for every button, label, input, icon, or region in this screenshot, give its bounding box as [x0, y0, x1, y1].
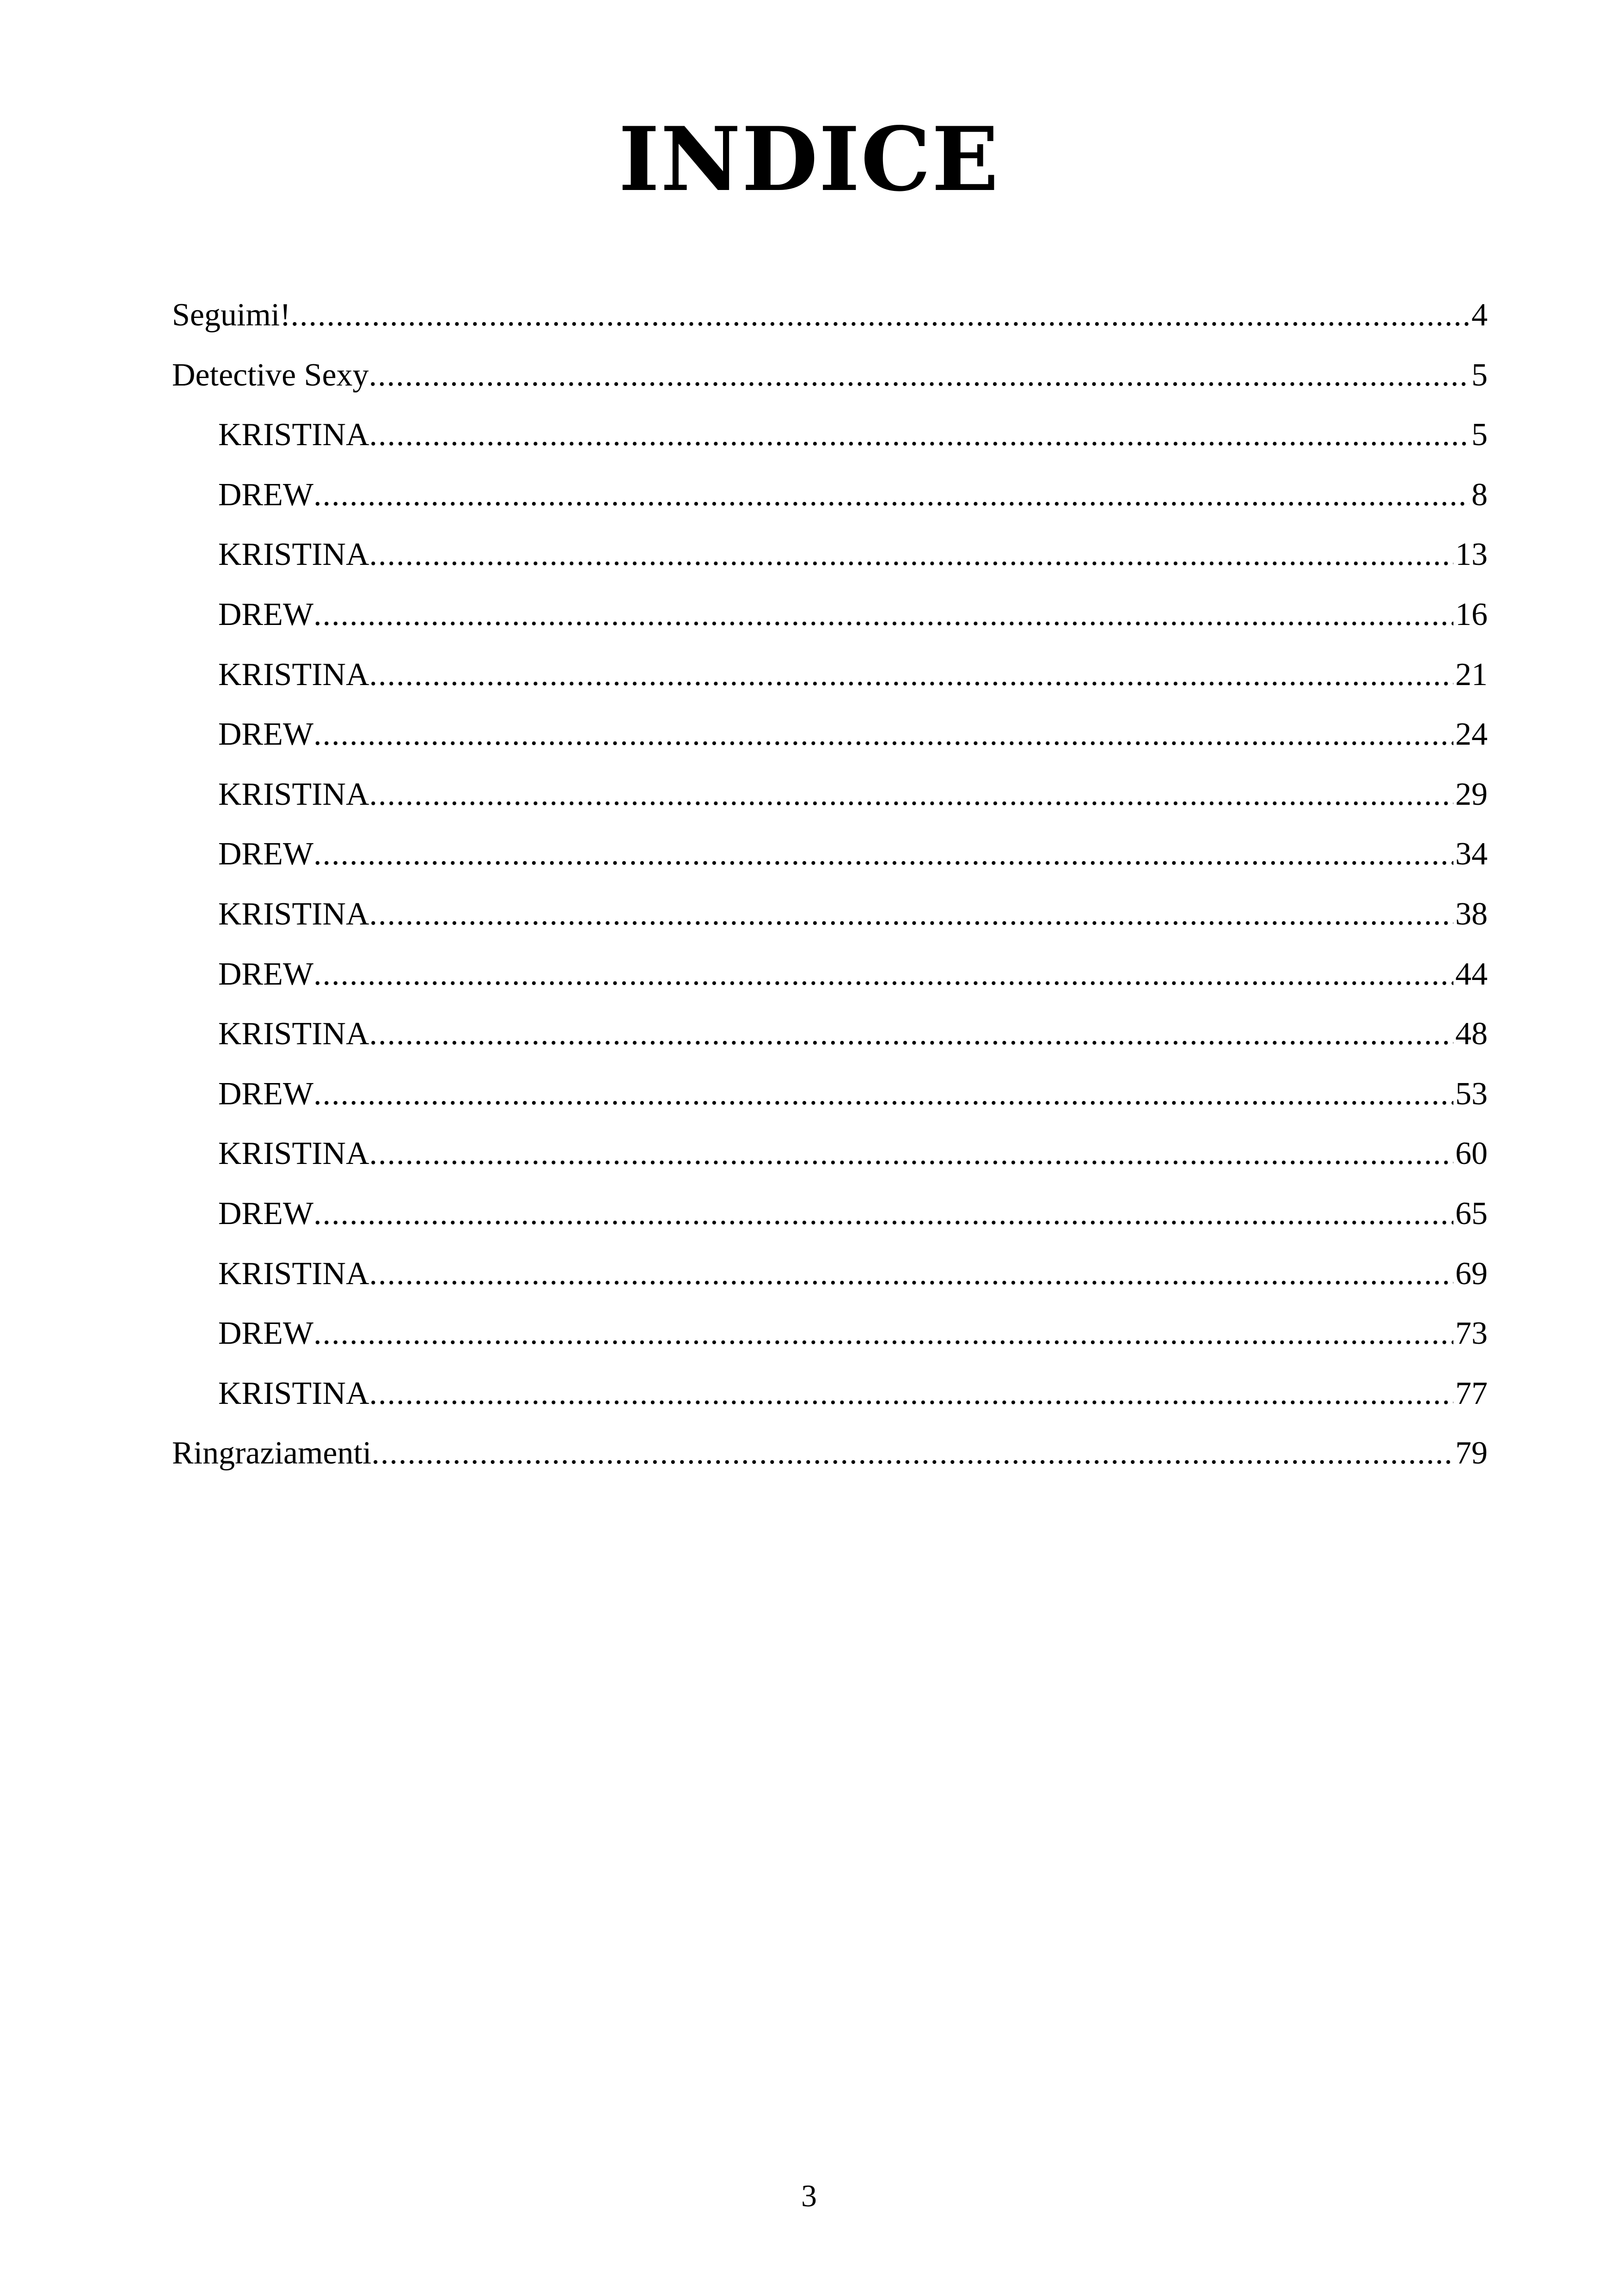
toc-entry[interactable] — [172, 1011, 1488, 1071]
toc-dot-leader — [369, 532, 1453, 578]
toc-entry-label: KRISTINA — [218, 776, 369, 812]
toc-dot-leader — [313, 951, 1453, 998]
toc-entry-label: KRISTINA — [218, 1375, 369, 1411]
toc-dot-leader — [369, 412, 1470, 458]
toc-entry-page: 24 — [1455, 716, 1488, 753]
toc-entry[interactable] — [172, 1071, 1488, 1131]
toc-dot-leader — [369, 771, 1453, 818]
toc-dot-leader — [372, 1430, 1453, 1476]
toc-entry[interactable] — [172, 532, 1488, 592]
toc-dot-leader — [291, 292, 1470, 338]
toc-entry[interactable] — [172, 1310, 1488, 1371]
toc-entry[interactable] — [172, 1191, 1488, 1251]
toc-entry[interactable] — [172, 652, 1488, 712]
toc-entry-label: Detective Sexy — [172, 357, 369, 393]
toc-entry[interactable] — [172, 711, 1488, 771]
page-number: 3 — [801, 2178, 817, 2213]
toc-entry-label: KRISTINA — [218, 537, 369, 573]
toc-dot-leader — [313, 711, 1453, 758]
toc-entry-page: 69 — [1455, 1255, 1488, 1292]
toc-entry-label: DREW — [218, 1316, 314, 1352]
table-of-contents — [172, 292, 1488, 1490]
toc-entry-label: KRISTINA — [218, 1016, 369, 1052]
toc-entry-label: DREW — [218, 836, 314, 872]
toc-entry-label: DREW — [218, 956, 314, 992]
toc-entry-page: 5 — [1471, 357, 1488, 393]
toc-entry-page: 65 — [1455, 1195, 1488, 1231]
toc-dot-leader — [369, 891, 1453, 937]
toc-entry-page: 77 — [1455, 1375, 1488, 1411]
toc-entry[interactable] — [172, 352, 1488, 412]
toc-entry[interactable] — [172, 771, 1488, 832]
toc-dot-leader — [369, 1371, 1453, 1417]
toc-dot-leader — [369, 652, 1453, 698]
toc-entry-page: 13 — [1455, 537, 1488, 573]
toc-entry[interactable] — [172, 891, 1488, 951]
toc-entry-label: KRISTINA — [218, 896, 369, 932]
toc-dot-leader — [313, 1310, 1453, 1357]
toc-entry-page: 73 — [1455, 1316, 1488, 1352]
toc-entry-label: DREW — [218, 1076, 314, 1112]
toc-entry-page: 4 — [1471, 297, 1488, 333]
toc-entry[interactable] — [172, 592, 1488, 652]
toc-dot-leader — [313, 592, 1453, 638]
toc-entry-label: DREW — [218, 477, 314, 513]
toc-entry-label: Seguimi! — [172, 297, 291, 333]
toc-entry-page: 48 — [1455, 1016, 1488, 1052]
toc-entry[interactable] — [172, 1251, 1488, 1311]
toc-entry-page: 44 — [1455, 956, 1488, 992]
toc-dot-leader — [313, 831, 1453, 877]
toc-entry-page: 21 — [1455, 656, 1488, 692]
toc-entry-label: DREW — [218, 1195, 314, 1231]
toc-entry-page: 38 — [1455, 896, 1488, 932]
toc-entry[interactable] — [172, 1131, 1488, 1191]
toc-entry-label: Ringraziamenti — [172, 1435, 372, 1471]
toc-dot-leader — [313, 1071, 1453, 1117]
toc-entry[interactable] — [172, 1371, 1488, 1431]
toc-entry-page: 8 — [1471, 477, 1488, 513]
toc-entry[interactable] — [172, 412, 1488, 472]
toc-entry[interactable] — [172, 831, 1488, 891]
toc-entry[interactable] — [172, 292, 1488, 352]
toc-entry-page: 5 — [1471, 417, 1488, 453]
toc-entry[interactable] — [172, 951, 1488, 1011]
toc-entry-page: 34 — [1455, 836, 1488, 872]
toc-entry-label: DREW — [218, 596, 314, 632]
toc-entry-page: 16 — [1455, 596, 1488, 632]
toc-dot-leader — [313, 472, 1470, 518]
toc-entry-page: 53 — [1455, 1076, 1488, 1112]
toc-entry[interactable] — [172, 472, 1488, 532]
toc-dot-leader — [369, 1011, 1453, 1057]
toc-entry-label: KRISTINA — [218, 656, 369, 692]
toc-dot-leader — [369, 352, 1470, 398]
toc-entry-page: 79 — [1455, 1435, 1488, 1471]
toc-entry-page: 29 — [1455, 776, 1488, 812]
toc-entry-label: KRISTINA — [218, 417, 369, 453]
toc-entry-page: 60 — [1455, 1136, 1488, 1172]
toc-entry[interactable] — [172, 1430, 1488, 1490]
toc-dot-leader — [369, 1251, 1453, 1297]
page-title: INDICE — [618, 108, 1000, 211]
toc-entry-label: DREW — [218, 716, 314, 753]
toc-dot-leader — [313, 1191, 1453, 1237]
toc-entry-label: KRISTINA — [218, 1255, 369, 1292]
toc-entry-label: KRISTINA — [218, 1136, 369, 1172]
toc-dot-leader — [369, 1131, 1453, 1177]
